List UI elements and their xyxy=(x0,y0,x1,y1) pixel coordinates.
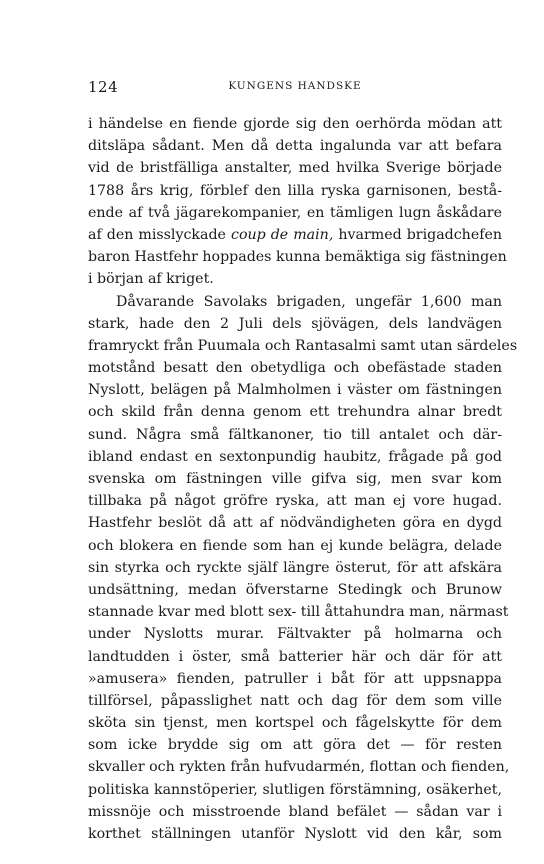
text-line: under Nyslotts murar. Fältvakter på holmarna och xyxy=(88,626,502,643)
text-line: sund. Några små fältkanoner, tio till antalet och där- xyxy=(88,426,502,443)
text-line: tillförsel, påpasslighet natt och dag för dem som ville xyxy=(88,692,502,709)
text-line: ditsläpa sådant. Men då detta ingalunda var att befara xyxy=(88,138,502,155)
text-line: sköta sin tjenst, men kortspel och fågelskytte för dem xyxy=(88,715,502,732)
text-line: och blokera en fiende som han ej kunde belägra, delade xyxy=(88,537,502,554)
text-line: svenska om fästningen ville gifva sig, men svar kom xyxy=(88,471,502,487)
text-line: Hastfehr beslöt då att af nödvändigheten göra en dygd xyxy=(88,515,502,532)
text-line: Nyslott, belägen på Malmholmen i väster om fästningen xyxy=(88,382,502,399)
book-page xyxy=(88,78,518,845)
text-line: korthet ställningen utanför Nyslott vid den kår, som xyxy=(88,826,502,842)
text-line: och skild från denna genom ett trehundra alnar bredt xyxy=(88,404,502,421)
text-line: 1788 års krig, förblef den lilla ryska garnisonen, bestå- xyxy=(88,182,502,199)
text-line: stark, hade den 2 Juli dels sjövägen, dels landvägen xyxy=(88,315,502,332)
text-line: tillbaka på något gröfre ryska, att man ej vore hugad. xyxy=(88,493,502,510)
text-line: skvaller och rykten från hufvudarmén, flottan och fienden, xyxy=(88,759,510,776)
page-header xyxy=(88,78,502,102)
text-line: i händelse en fiende gjorde sig den oerhörda mödan att xyxy=(88,116,502,132)
text-line: motstånd besatt den obetydliga och obefästade staden xyxy=(88,360,502,377)
text-line: undsättning, medan öfverstarne Stedingk och Brunow xyxy=(88,581,502,598)
page-number: 124 xyxy=(88,78,119,96)
paragraph-end-line: i början af kriget. xyxy=(88,271,214,288)
text-line: ibland endast en sextonpundig haubitz, frågade på god xyxy=(88,448,502,465)
text-line: ende af två jägarekompanier, en tämligen lugn åskådare xyxy=(88,204,502,221)
text-line: vid de bristfälliga anstalter, med hvilka Sverige började xyxy=(88,160,502,177)
body-text xyxy=(88,113,518,845)
text-segment: af den misslyckade xyxy=(88,226,226,243)
text-line: som icke brydde sig om att göra det — för resten xyxy=(88,737,502,754)
text-line: sin styrka och ryckte själf längre österut, för att afskära xyxy=(88,559,502,576)
text-line: stannade kvar med blott sex- till åttahundra man, närmast xyxy=(88,604,509,621)
running-title: KUNGENS HANDSKE xyxy=(228,80,362,92)
text-line: baron Hastfehr hoppades kunna bemäktiga sig fästningen xyxy=(88,249,507,266)
text-line: »amusera» fienden, patruller i båt för att uppsnappa xyxy=(88,670,502,687)
text-line: framryckt från Puumala och Rantasalmi samt utan särdeles xyxy=(88,337,518,354)
text-line xyxy=(88,224,502,246)
text-segment: hvarmed brigadchefen xyxy=(338,226,502,243)
text-line: landtudden i öster, små batterier här och där för att xyxy=(88,648,502,665)
text-line: missnöje och misstroende bland befälet — sådan var i xyxy=(88,803,502,820)
paragraph-start-line: Dåvarande Savolaks brigaden, ungefär 1,600 man xyxy=(116,293,502,310)
text-line: politiska kannstöperier, slutligen förstämning, osäkerhet, xyxy=(88,781,502,798)
italic-phrase: coup de main, xyxy=(231,226,334,243)
